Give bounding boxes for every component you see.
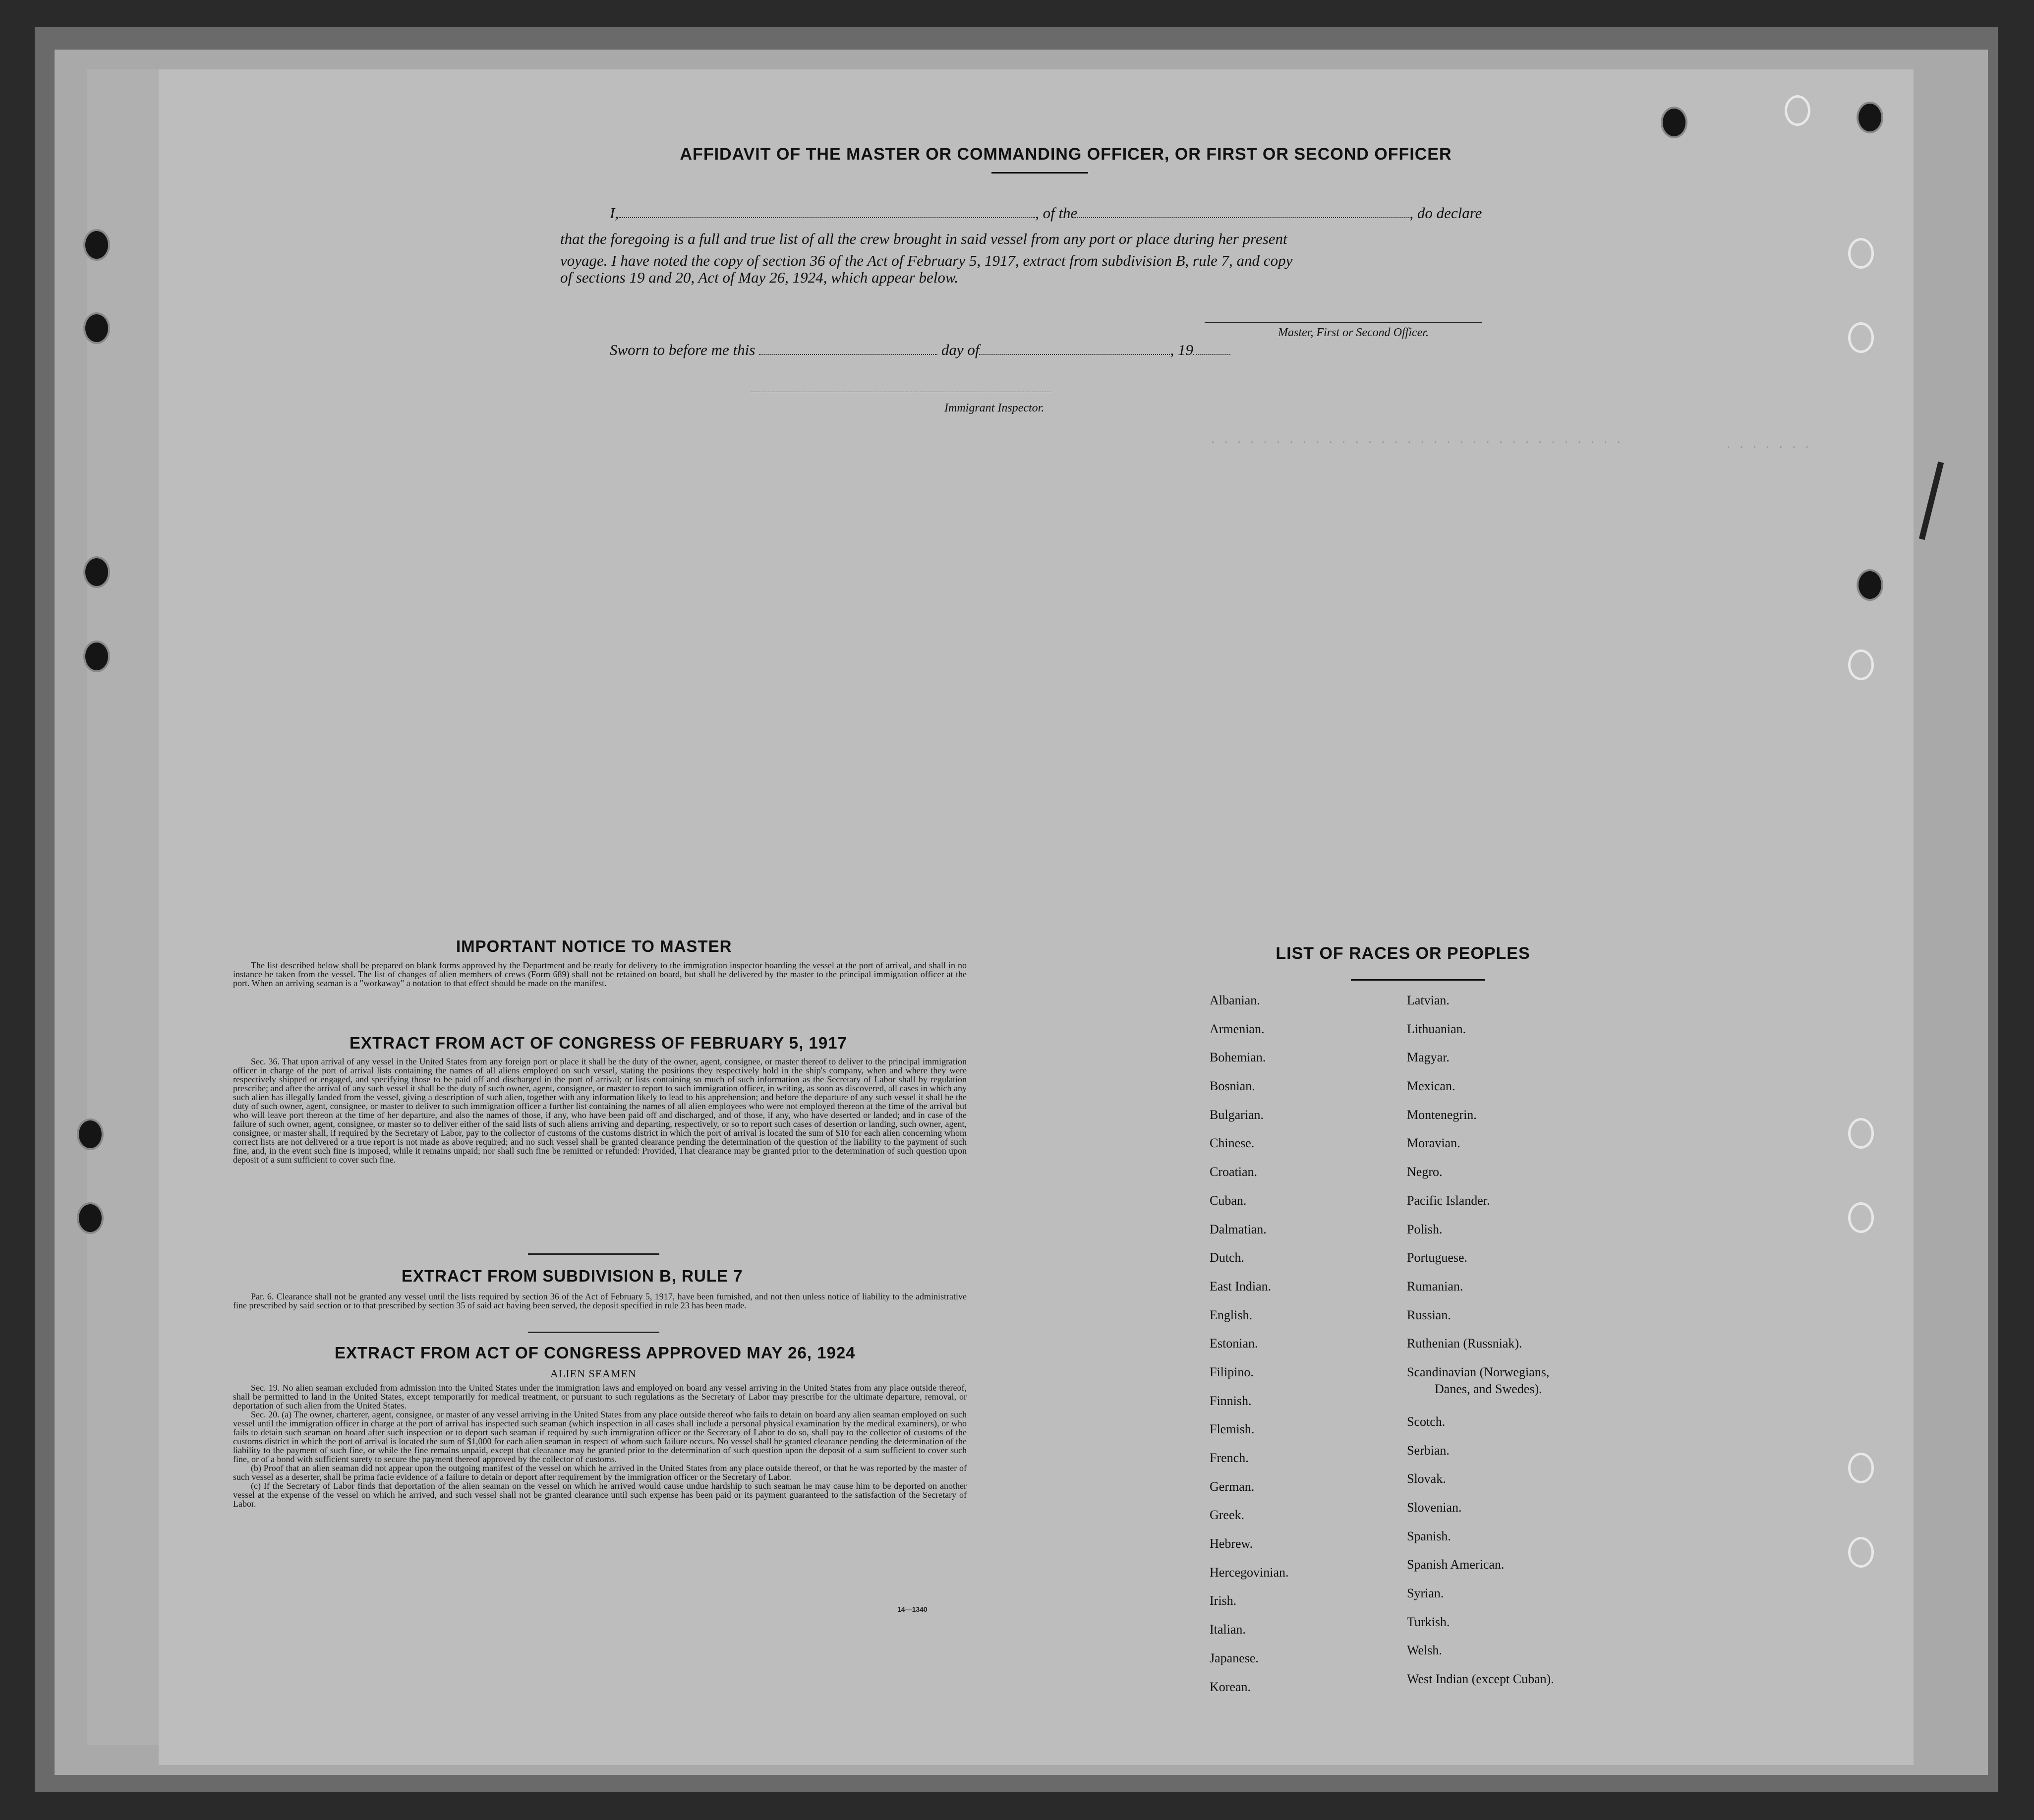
sworn-mid: day of	[941, 341, 980, 358]
race-item: Serbian.	[1407, 1443, 1450, 1458]
sworn-start: Sworn to before me this	[610, 341, 755, 358]
race-item: Russian.	[1407, 1307, 1451, 1322]
affidavit-line-1-mid: , of the	[1035, 204, 1078, 222]
extract-rule7-text: Par. 6. Clearance shall not be granted any vessel until the lists required by section 36 of the Act of February 5, 1917, have been furnished, and not then unless notice of liability to the administrative fine prescribed by said section or to that prescribed by section 35 of said act having been served, the deposit specified in rule 23 has been made.	[233, 1292, 967, 1310]
notice-title: IMPORTANT NOTICE TO MASTER	[456, 937, 732, 955]
punch-hole-ring	[1848, 1453, 1874, 1483]
section-19-text: Sec. 19. No alien seaman excluded from admission into the United States under the immigration laws and employed on board any vessel arriving in the United States from any place outside thereof, shall be permitted to land in the United States, except temporarily for medical treatment, or pursuant to such regulations as the Secretary of Labor may prescribe for the ultimate departure, removal, or deportation of such alien from the United States.	[233, 1383, 967, 1410]
sworn-end: , 19	[1170, 341, 1193, 358]
alien-seamen-subtitle: ALIEN SEAMEN	[550, 1367, 637, 1380]
affidavit-line-2: that the foregoing is a full and true list of all the crew brought in said vessel from any port or place during her present	[560, 230, 1287, 247]
extract-1924-paragraph	[233, 1383, 967, 1508]
punch-hole-ring	[1848, 1537, 1874, 1568]
extract-1917-paragraph	[233, 1057, 967, 1164]
race-item: Estonian.	[1210, 1336, 1258, 1351]
section-divider	[528, 1332, 659, 1333]
affidavit-title-rule	[991, 172, 1088, 174]
race-item: Japanese.	[1210, 1650, 1259, 1665]
affidavit-line-4: of sections 19 and 20, Act of May 26, 1924, which appear below.	[560, 269, 959, 286]
race-item: Pacific Islander.	[1407, 1193, 1490, 1208]
race-item: Turkish.	[1407, 1614, 1450, 1629]
race-item: Irish.	[1210, 1593, 1237, 1608]
punch-hole	[83, 312, 110, 344]
punch-hole	[83, 556, 110, 588]
race-item: Portuguese.	[1407, 1250, 1468, 1265]
race-item: Montenegrin.	[1407, 1107, 1477, 1122]
affidavit-line-1-start: I,	[610, 204, 619, 222]
punch-hole	[77, 1202, 104, 1234]
race-item: Filipino.	[1210, 1364, 1254, 1379]
races-list-title: LIST OF RACES OR PEOPLES	[1276, 944, 1530, 963]
master-signature-label: Master, First or Second Officer.	[1278, 326, 1429, 339]
punch-hole-ring	[1785, 95, 1810, 126]
race-item: English.	[1210, 1307, 1252, 1322]
race-item: Chinese.	[1210, 1136, 1255, 1151]
race-item: Korean.	[1210, 1679, 1251, 1694]
race-item: Latvian.	[1407, 993, 1450, 1007]
race-item: Cuban.	[1210, 1193, 1247, 1208]
punch-hole	[1661, 107, 1687, 138]
section-20b-text: (b) Proof that an alien seaman did not appear upon the outgoing manifest of the vessel on which he arrived in the United States from any place outside thereof, or that he was reported by the master of such vessel as a deserter, shall be prima facie evidence of a failure to detain or deport after requirement by the immigration officer or the Secretary of Labor.	[233, 1463, 967, 1482]
race-item: Scandinavian (Norwegians,	[1407, 1364, 1550, 1379]
punch-hole	[83, 229, 110, 261]
race-item: Bohemian.	[1210, 1050, 1266, 1065]
race-item: Scotch.	[1407, 1414, 1446, 1429]
race-item: Bulgarian.	[1210, 1107, 1264, 1122]
form-code: 14—1340	[897, 1605, 928, 1613]
sworn-month-field[interactable]	[979, 354, 1170, 355]
race-item: Dalmatian.	[1210, 1222, 1267, 1236]
race-item: Welsh.	[1407, 1643, 1442, 1658]
punch-hole-ring	[1848, 1118, 1874, 1149]
race-item-continuation: Danes, and Swedes).	[1435, 1381, 1542, 1396]
race-item: West Indian (except Cuban).	[1407, 1672, 1554, 1687]
bleed-through-text: · · · · · · · · · · · · · · · · · · · · · · · · · · · · · · · ·	[1210, 436, 1622, 449]
document-page	[159, 69, 1914, 1765]
races-column-1	[1210, 993, 1289, 1708]
race-item: Dutch.	[1210, 1250, 1245, 1265]
race-item: Magyar.	[1407, 1050, 1450, 1065]
bleed-through-text: · · · · · · ·	[1725, 441, 1810, 454]
race-item: Slovenian.	[1407, 1500, 1462, 1515]
race-item: Croatian.	[1210, 1165, 1258, 1179]
inspector-signature-line[interactable]	[751, 392, 1051, 393]
race-item: French.	[1210, 1451, 1249, 1465]
race-item: Negro.	[1407, 1165, 1443, 1179]
races-title-rule	[1351, 979, 1485, 981]
vessel-name-field[interactable]	[1077, 217, 1409, 218]
punch-hole-ring	[1848, 322, 1874, 353]
affidavit-line-3: voyage. I have noted the copy of section 36 of the Act of February 5, 1917, extract from subdivision B, rule 7, and copy	[560, 252, 1293, 269]
section-divider	[528, 1253, 659, 1255]
race-item: Italian.	[1210, 1622, 1246, 1637]
punch-hole	[83, 641, 110, 672]
master-name-field[interactable]	[619, 217, 1035, 218]
race-item: Slovak.	[1407, 1471, 1446, 1486]
extract-rule7-title: EXTRACT FROM SUBDIVISION B, RULE 7	[402, 1267, 743, 1285]
race-item: Ruthenian (Russniak).	[1407, 1336, 1522, 1351]
notice-text: The list described below shall be prepared on blank forms approved by the Department and be ready for delivery to the immigration inspector boarding the vessel at the port of arrival, and shall in no instance be taken from the vessel. The list of changes of alien members of crews (Form 689) shall not be retained on board, but shall be delivered by the master to the principal immigration officer at the port. When an arriving seaman is a "workaway" a notation to that effect should be made on the manifest.	[233, 960, 967, 988]
sworn-line	[610, 341, 1230, 359]
extract-1917-title: EXTRACT FROM ACT OF CONGRESS OF FEBRUARY 5, 1917	[349, 1034, 847, 1052]
race-item: Spanish.	[1407, 1528, 1451, 1543]
race-item: Hebrew.	[1210, 1536, 1253, 1551]
punch-hole	[1857, 569, 1883, 601]
race-item: Polish.	[1407, 1222, 1443, 1236]
extract-1917-text: Sec. 36. That upon arrival of any vessel in the United States from any foreign port or place it shall be the duty of the owner, agent, consignee, or master thereof to deliver to the principal immigration officer in charge of the port of arrival lists containing the names of all aliens employed on such vessel, stating the positions they respectively hold in the ship's company, when and where they were respectively shipped or engaged, and specifying those to be paid off and discharged in the port of arrival; or lists containing so much of such information as the Secretary of Labor shall by regulation prescribe; and after the arrival of any such vessel it shall be the duty of such owner, agent, consignee, or master to report to such immigration officer, in writing, as soon as discovered, all cases in which any such alien has illegally landed from the vessel, giving a description of such alien, together with any information likely to lead to his apprehension; and before the departure of any such vessel it shall be the duty of such owner, agent, consignee, or master to deliver to such immigration officer a further list containing the names of all alien employees who were not employed thereon at the time of the arrival but who will leave port thereon at the time of her departure, and also the names of those, if any, who have been paid off and discharged, and of those, if any, who have deserted or landed; and in case of the failure of such owner, agent, consignee, or master so to deliver either of the said lists of such aliens arriving and departing, respectively, or so to report such cases of desertion or landing, such owner, agent, consignee, or master shall, if required by the Secretary of Labor, pay to the collector of customs of the customs district in which the port of arrival is located the sum of $10 for each alien concerning whom correct lists are not delivered or a true report is not made as above required; and no such vessel shall be granted clearance pending the determination of the question of the liability to the payment of such fine, and, in the event such fine is imposed, while it remains unpaid; nor shall such fine be remitted or refunded: Provided, That clearance may be granted prior to the determination of such question upon deposit of a sum sufficient to cover such fine.	[233, 1057, 967, 1165]
race-item: Armenian.	[1210, 1021, 1265, 1036]
master-signature-line[interactable]	[1205, 322, 1482, 323]
race-item: Spanish American.	[1407, 1557, 1505, 1572]
race-item: Albanian.	[1210, 993, 1260, 1007]
notice-paragraph	[233, 961, 967, 988]
race-item: Syrian.	[1407, 1586, 1444, 1601]
affidavit-line-1	[610, 204, 1482, 222]
race-item: Flemish.	[1210, 1422, 1255, 1437]
punch-hole-ring	[1848, 238, 1874, 269]
punch-hole	[1857, 102, 1883, 133]
extract-1924-title: EXTRACT FROM ACT OF CONGRESS APPROVED MAY 26, 1924	[335, 1344, 856, 1362]
sworn-year-field[interactable]	[1193, 354, 1230, 355]
race-item: Greek.	[1210, 1508, 1245, 1523]
punch-hole-ring	[1848, 1202, 1874, 1233]
races-column-2	[1407, 993, 1554, 1701]
race-item: Rumanian.	[1407, 1279, 1463, 1293]
punch-hole-ring	[1848, 649, 1874, 680]
punch-hole	[77, 1118, 104, 1150]
race-item: Bosnian.	[1210, 1079, 1255, 1094]
section-20a-text: Sec. 20. (a) The owner, charterer, agent, consignee, or master of any vessel arriving in the United States from any place outside thereof who fails to detain on board any alien seaman employed on such vessel until the immigration officer in charge at the port of arrival has inspected such seaman (which inspection in all cases shall include a personal physical examination by the medical examiners), or who fails to detain such seaman on board after such inspection or to deport such seaman if required by such immigration officer or the Secretary of Labor to do so, shall pay to the collector of customs of the customs district in which the port of arrival is located the sum of $1,000 for each alien seaman in respect of whom such failure occurs. No vessel shall be granted clearance pending the determination of the liability to the payment of such fine, or while the fine remains unpaid, except that clearance may be granted prior to the determination of such question upon the deposit of a sum sufficient to cover such fine, or of a bond with sufficient surety to secure the payment thereof approved by the collector of customs.	[233, 1409, 967, 1464]
affidavit-title: AFFIDAVIT OF THE MASTER OR COMMANDING OFFICER, OR FIRST OR SECOND OFFICER	[680, 145, 1452, 164]
extract-rule7-paragraph	[233, 1292, 967, 1310]
affidavit-line-1-end: , do declare	[1409, 204, 1482, 222]
race-item: Finnish.	[1210, 1393, 1252, 1408]
inspector-signature-label: Immigrant Inspector.	[944, 402, 1045, 414]
race-item: Moravian.	[1407, 1136, 1460, 1151]
race-item: German.	[1210, 1479, 1255, 1494]
race-item: Hercegovinian.	[1210, 1565, 1289, 1580]
race-item: Lithuanian.	[1407, 1021, 1466, 1036]
section-20c-text: (c) If the Secretary of Labor finds that deportation of the alien seaman on the vessel on which he arrived would cause undue hardship to such seaman he may cause him to be deported on another vessel at the expense of the vessel on which he arrived, and such vessel shall not be granted clearance until such expense has been paid or its payment guaranteed to the satisfaction of the Secretary of Labor.	[233, 1481, 967, 1509]
race-item: Mexican.	[1407, 1079, 1455, 1094]
race-item: East Indian.	[1210, 1279, 1272, 1293]
sworn-day-field[interactable]	[759, 354, 937, 355]
